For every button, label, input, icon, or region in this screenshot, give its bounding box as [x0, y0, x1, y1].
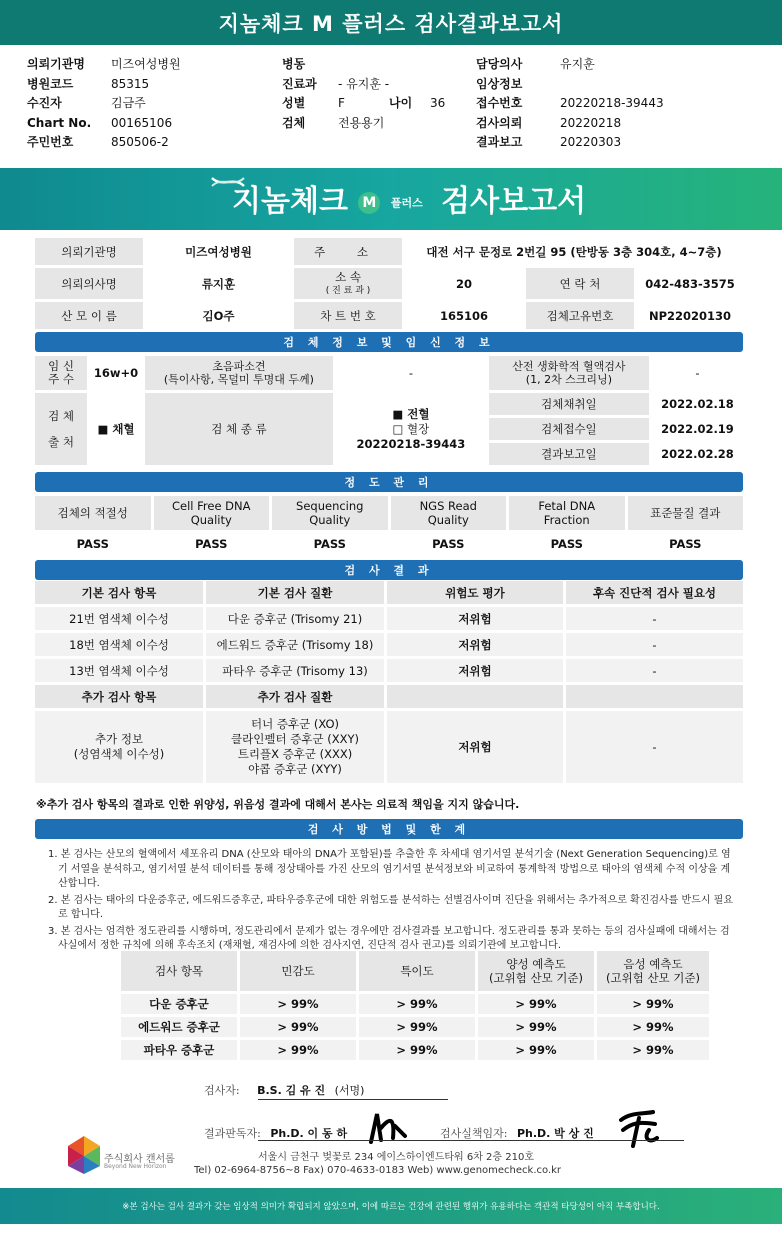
table-row [121, 1040, 709, 1060]
report-title: 지놈체크 M 플러스 검사결과보고서 [0, 0, 782, 45]
add-disease: 터너 증후군 (XO) 클라인펠터 증후군 (XXY) 트리플X 증후군 (XXX) 야콥 증후군 (XYY) [206, 711, 384, 783]
qc-header: Sequencing Quality [272, 496, 388, 530]
info-label: 검사의뢰 [476, 115, 523, 130]
info-label: 담당의사 [476, 57, 523, 71]
info-value: 850506-2 [111, 135, 169, 149]
info-label: 검체 [282, 115, 306, 130]
results-table [32, 578, 746, 786]
age-field [389, 94, 445, 114]
label-ga: 임 신 주 수 [35, 356, 87, 390]
company-logo-text: 주식회사 캔서롭 [104, 1154, 175, 1165]
info-label: 수진자 [27, 96, 62, 110]
info-label: 의뢰기관명 [27, 57, 85, 71]
info-value: 20220218 [560, 115, 622, 130]
value-ultrasound: - [336, 356, 486, 390]
qc-value: PASS [154, 533, 270, 555]
sample-table [32, 353, 746, 468]
info-label: 병동 [282, 57, 306, 71]
label-sample-type: 검 체 종 류 [145, 393, 333, 465]
perf-header: 특이도 [359, 951, 475, 991]
perf-cell: > 99% [240, 1040, 356, 1060]
info-label: 병원코드 [27, 76, 74, 91]
qc-table [32, 493, 746, 558]
result-cell: 저위험 [387, 633, 563, 656]
result-header: 위험도 평가 [387, 581, 563, 604]
info2-row [282, 55, 472, 75]
age-label: 나이 [389, 96, 413, 110]
result-cell: 저위험 [387, 607, 563, 630]
perf-cell: 에드워드 증후군 [121, 1017, 237, 1037]
info-value: 미즈여성병원 [111, 57, 181, 71]
result-cell: 저위험 [387, 659, 563, 682]
tester-sign: (서명) [334, 1084, 365, 1097]
company-logo-icon [66, 1134, 102, 1174]
info-label: Chart No. [27, 115, 92, 130]
info-value: 유지훈 [560, 57, 595, 71]
m-badge: M [358, 192, 380, 214]
info-value: - 유지훈 - [338, 76, 390, 91]
section-sample-info: 검 체 정 보 및 임 신 정 보 [35, 332, 743, 352]
value-chart: 165106 [405, 302, 523, 329]
company-contact: Tel) 02-6964-8756~8 Fax) 070-4633-0183 Web) www.genomecheck.co.kr [194, 1165, 562, 1176]
value-addr: 대전 서구 문정로 2번길 95 (탄방동 3층 304호, 4~7층) [405, 238, 743, 265]
footer-disclaimer: ※본 검사는 검사 결과가 갖는 임상적 의미가 확립되지 않았으며, 이에 따르는 건강에 관련된 행위가 유용하다는 객관적 타당성이 아직 부족합니다. [0, 1188, 782, 1224]
result-cell: 다운 증후군 (Trisomy 21) [206, 607, 384, 630]
table-row [35, 633, 743, 656]
result-cell: 21번 염색체 이수성 [35, 607, 203, 630]
tester-name: B.S. 김 유 진 [257, 1084, 326, 1097]
perf-cell: > 99% [597, 1017, 709, 1037]
tester-underline [258, 1099, 448, 1100]
info-label: 임상정보 [476, 76, 523, 91]
info3-row [476, 114, 776, 134]
judge-signature-icon [365, 1108, 409, 1148]
qc-header: 검체의 적절성 [35, 496, 151, 530]
perf-cell: > 99% [240, 1017, 356, 1037]
label-collect-date: 검체채취일 [489, 393, 649, 415]
add-item: 추가 정보 (성염색체 이수성) [35, 711, 203, 783]
info-label: 주민번호 [27, 135, 74, 149]
sign-underline [258, 1140, 684, 1141]
perf-cell: > 99% [478, 1040, 594, 1060]
info-value: 20220218-39443 [560, 96, 664, 110]
label-org: 의뢰기관명 [35, 238, 143, 265]
company-address: 서울시 금천구 벚꽃로 234 에이스하이엔드타워 6차 2층 210호 [258, 1152, 535, 1163]
qc-value: PASS [272, 533, 388, 555]
perf-cell: 다운 증후군 [121, 994, 237, 1014]
qc-value: PASS [628, 533, 744, 555]
info-label: 성별 [282, 96, 306, 110]
qc-header: NGS Read Quality [391, 496, 507, 530]
info-value: 전용용기 [338, 115, 385, 130]
info1-row [27, 133, 277, 153]
label-tel: 연 락 처 [526, 268, 634, 299]
banner-title: 지놈체크 M 플러스 검사보고서 [232, 184, 587, 219]
perf-cell: > 99% [597, 994, 709, 1014]
perf-cell: > 99% [240, 994, 356, 1014]
info-col-1 [27, 55, 277, 153]
value-receive-date: 2022.02.19 [652, 418, 743, 440]
table-row [35, 659, 743, 682]
qc-value: PASS [391, 533, 507, 555]
info1-row [27, 94, 277, 114]
tester-line: 검사자: B.S. 김 유 진 (서명) [204, 1084, 365, 1097]
label-chart: 차 트 번 호 [294, 302, 402, 329]
report-banner [0, 168, 782, 230]
label-mother: 산 모 이 름 [35, 302, 143, 329]
result-header: 기본 검사 항목 [35, 581, 203, 604]
company-logo-sub: Beyond New Horizon [104, 1163, 167, 1170]
add-need: - [566, 711, 743, 783]
perf-cell: > 99% [478, 1017, 594, 1037]
value-dept: 20 [405, 268, 523, 299]
perf-header: 양성 예측도 (고위험 산모 기준) [478, 951, 594, 991]
label-biochem: 산전 생화학적 혈액검사 (1, 2차 스크리닝) [489, 356, 649, 390]
label-sample-id: 검체고유번호 [526, 302, 634, 329]
table-row [121, 994, 709, 1014]
qc-value: PASS [509, 533, 625, 555]
value-org: 미즈여성병원 [146, 238, 291, 265]
age-value: 36 [430, 96, 446, 110]
label-dept: 소 속 ( 진 료 과 ) [294, 268, 402, 299]
info2-row [282, 75, 472, 95]
chief-line: 검사실책임자: Ph.D. 박 상 진 [440, 1127, 594, 1140]
label-ultrasound: 초음파소견 (특이사항, 목덜미 투명대 두께) [145, 356, 333, 390]
label-report-date: 결과보고일 [489, 443, 649, 465]
table-row [121, 1017, 709, 1037]
result-cell: - [566, 607, 743, 630]
info1-row [27, 55, 277, 75]
value-doctor: 류지훈 [146, 268, 291, 299]
performance-table [118, 948, 712, 1063]
info-value: 김금주 [111, 96, 146, 110]
chief-name: Ph.D. 박 상 진 [516, 1127, 594, 1140]
add-header-item: 추가 검사 항목 [35, 685, 203, 708]
section-methods: 검 사 방 법 및 한 계 [35, 819, 743, 839]
method-item: 1. 본 검사는 산모의 혈액에서 세포유리 DNA (산모와 태아의 DNA가 포함된)를 추출한 후 차세대 염기서열 분석기술 (Next Generation Sequencing)로 염기 서열을 분석하고, 염기서열 분석 데이터를 통해 정상태아를 가진 산모의 염기서열 분석정보와 비교하여 통계학적 방법으로 태아의 염색체 수적 이상을 계산합니다. [48, 849, 731, 889]
info3-row [476, 55, 776, 75]
disclaimer-note: ※추가 검사 항목의 결과로 인한 위양성, 위음성 결과에 대해서 본사는 의료적 책임을 지지 않습니다. [36, 798, 520, 811]
result-cell: 에드워드 증후군 (Trisomy 18) [206, 633, 384, 656]
judge-line: 결과판독자: Ph.D. 이 동 하 [204, 1127, 348, 1140]
result-header: 후속 진단적 검사 필요성 [566, 581, 743, 604]
perf-header: 검사 항목 [121, 951, 237, 991]
label-source: 검 체 출 처 [35, 393, 87, 465]
result-cell: 18번 염색체 이수성 [35, 633, 203, 656]
methods-list [48, 848, 738, 956]
label-addr: 주 소 [294, 238, 402, 265]
value-tel: 042-483-3575 [637, 268, 743, 299]
result-cell: 13번 염색체 이수성 [35, 659, 203, 682]
perf-header: 민감도 [240, 951, 356, 991]
info-label: 접수번호 [476, 96, 523, 110]
qc-header: Cell Free DNA Quality [154, 496, 270, 530]
info-label: 진료과 [282, 76, 317, 91]
table-row [35, 607, 743, 630]
add-header-disease: 추가 검사 질환 [206, 685, 384, 708]
info2-row [282, 114, 472, 134]
add-risk: 저위험 [387, 711, 563, 783]
result-cell: - [566, 633, 743, 656]
section-results: 검 사 결 과 [35, 560, 743, 580]
value-sample-type: ■ 전혈 □ 혈장 20220218-39443 [336, 393, 486, 465]
judge-name: Ph.D. 이 동 하 [270, 1127, 348, 1140]
section-qc: 정 도 관 리 [35, 472, 743, 492]
info-value: 85315 [111, 76, 150, 91]
result-cell: - [566, 659, 743, 682]
method-item: 2. 본 검사는 태아의 다운증후군, 에드워드증후군, 파타우증후군에 대한 위험도를 분석하는 선별검사이며 진단을 위해서는 추가적으로 확진검사를 반드시 필요로 합니다. [48, 894, 733, 920]
value-ga: 16w+0 [90, 356, 142, 390]
value-collect-date: 2022.02.18 [652, 393, 743, 415]
info-label: 결과보고 [476, 135, 523, 149]
label-doctor: 의뢰의사명 [35, 268, 143, 299]
perf-cell: > 99% [359, 1040, 475, 1060]
result-header: 기본 검사 질환 [206, 581, 384, 604]
info-value: F [338, 96, 345, 110]
perf-cell: > 99% [478, 994, 594, 1014]
info-col-3 [476, 55, 776, 153]
perf-cell: 파타우 증후군 [121, 1040, 237, 1060]
value-source: ■ 채혈 [90, 393, 142, 465]
perf-header: 음성 예측도 (고위험 산모 기준) [597, 951, 709, 991]
value-biochem: - [652, 356, 743, 390]
patient-table [32, 235, 746, 332]
method-item: 3. 본 검사는 엄격한 정도관리를 시행하며, 정도관리에서 문제가 없는 경우에만 검사결과를 보고합니다. 정도관리를 통과 못하는 등의 검사실패에 대해서는 검사실에서 정한 규칙에 의해 후속조치 (재채혈, 재검사에 의한 검사지연, 진단적 검사 권고)를 의뢰기관에 보고합니다. [48, 925, 730, 951]
info3-row [476, 133, 776, 153]
value-report-date: 2022.02.28 [652, 443, 743, 465]
info-value: 20220303 [560, 135, 622, 149]
value-mother: 김O주 [146, 302, 291, 329]
info1-row [27, 114, 277, 134]
perf-cell: > 99% [359, 1017, 475, 1037]
perf-cell: > 99% [597, 1040, 709, 1060]
perf-cell: > 99% [359, 994, 475, 1014]
value-sample-id: NP22020130 [637, 302, 743, 329]
info-value: 00165106 [111, 115, 173, 130]
qc-header: Fetal DNA Fraction [509, 496, 625, 530]
info1-row [27, 75, 277, 95]
label-receive-date: 검체접수일 [489, 418, 649, 440]
result-cell: 파타우 증후군 (Trisomy 13) [206, 659, 384, 682]
qc-header: 표준물질 결과 [628, 496, 744, 530]
info3-row [476, 94, 776, 114]
info3-row [476, 75, 776, 95]
chief-signature-icon [615, 1108, 661, 1150]
qc-value: PASS [35, 533, 151, 555]
